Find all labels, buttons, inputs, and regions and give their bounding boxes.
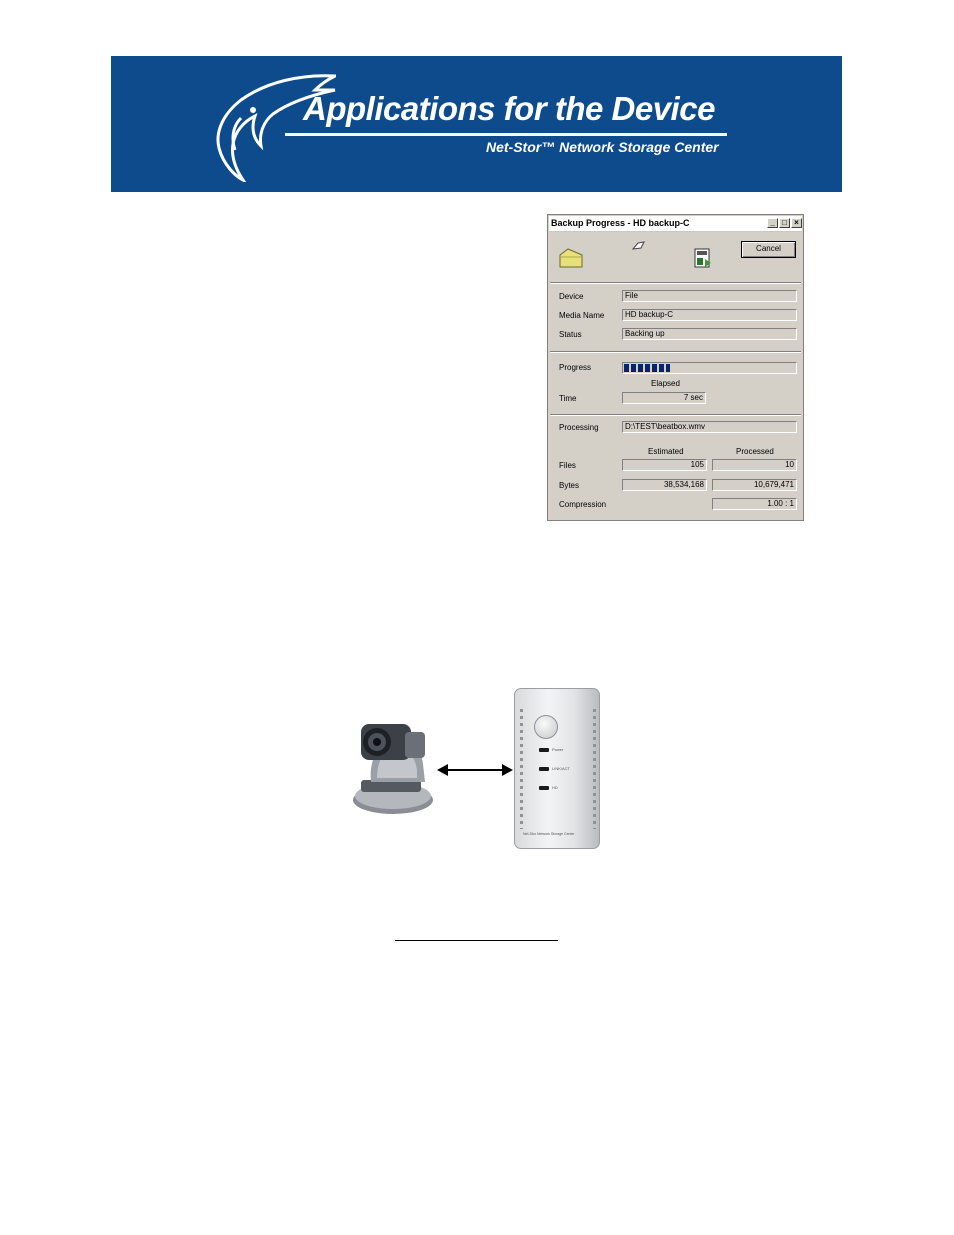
device-label: Device bbox=[559, 292, 584, 301]
elapsed-header: Elapsed bbox=[651, 379, 680, 388]
power-led-label: Power bbox=[552, 747, 564, 752]
ip-camera-image bbox=[351, 708, 435, 818]
status-label: Status bbox=[559, 330, 582, 339]
maximize-button[interactable]: □ bbox=[779, 218, 790, 228]
banner-title: Applications for the Device bbox=[303, 90, 715, 127]
progress-bar-fill bbox=[624, 364, 670, 372]
backup-progress-dialog bbox=[547, 214, 804, 521]
divider bbox=[550, 282, 801, 284]
compression-field: 1.00 : 1 bbox=[712, 498, 797, 510]
time-field: 7 sec bbox=[622, 392, 706, 404]
header-banner bbox=[111, 56, 842, 192]
bytes-estimated-field: 38,534,168 bbox=[622, 479, 707, 491]
time-label: Time bbox=[559, 394, 577, 403]
processing-label: Processing bbox=[559, 423, 599, 432]
files-estimated-field: 105 bbox=[622, 459, 707, 471]
underline-rule bbox=[395, 940, 558, 941]
dialog-title: Backup Progress - HD backup-C bbox=[551, 218, 690, 228]
transfer-icon bbox=[632, 241, 646, 251]
progress-label: Progress bbox=[559, 363, 592, 372]
double-arrow-icon bbox=[436, 760, 514, 780]
minimize-button[interactable]: _ bbox=[767, 218, 778, 228]
folder-icon bbox=[558, 247, 584, 269]
dialog-titlebar[interactable] bbox=[549, 216, 802, 232]
hd-led bbox=[539, 786, 549, 790]
close-button[interactable]: × bbox=[791, 218, 802, 228]
banner-divider bbox=[285, 133, 727, 136]
divider bbox=[550, 351, 801, 353]
device-brand-label: Net-Stor Network Storage Center bbox=[523, 832, 575, 836]
nas-device-image bbox=[514, 688, 600, 849]
files-processed-field: 10 bbox=[712, 459, 797, 471]
compression-label: Compression bbox=[559, 500, 607, 509]
banner-subtitle: Net-Stor™ Network Storage Center bbox=[486, 139, 719, 155]
vent-grill bbox=[593, 709, 596, 829]
link-led-label: LINK/ACT bbox=[552, 766, 571, 771]
status-field: Backing up bbox=[622, 328, 797, 340]
bytes-label: Bytes bbox=[559, 481, 580, 490]
backup-drive-icon bbox=[693, 247, 713, 269]
divider bbox=[550, 414, 801, 416]
cancel-button[interactable]: Cancel bbox=[741, 241, 796, 258]
bytes-processed-field: 10,679,471 bbox=[712, 479, 797, 491]
processing-field: D:\TEST\beatbox.wmv bbox=[622, 421, 797, 433]
power-button-icon bbox=[534, 715, 558, 739]
files-label: Files bbox=[559, 461, 576, 470]
device-field: File bbox=[622, 290, 797, 302]
progress-bar bbox=[622, 362, 797, 374]
estimated-header: Estimated bbox=[648, 447, 684, 456]
vent-grill bbox=[520, 709, 523, 829]
link-led bbox=[539, 767, 549, 771]
media-name-field: HD backup-C bbox=[622, 309, 797, 321]
hd-led-label: HD bbox=[552, 785, 558, 790]
processed-header: Processed bbox=[736, 447, 774, 456]
media-name-label: Media Name bbox=[559, 311, 605, 320]
power-led bbox=[539, 748, 549, 752]
